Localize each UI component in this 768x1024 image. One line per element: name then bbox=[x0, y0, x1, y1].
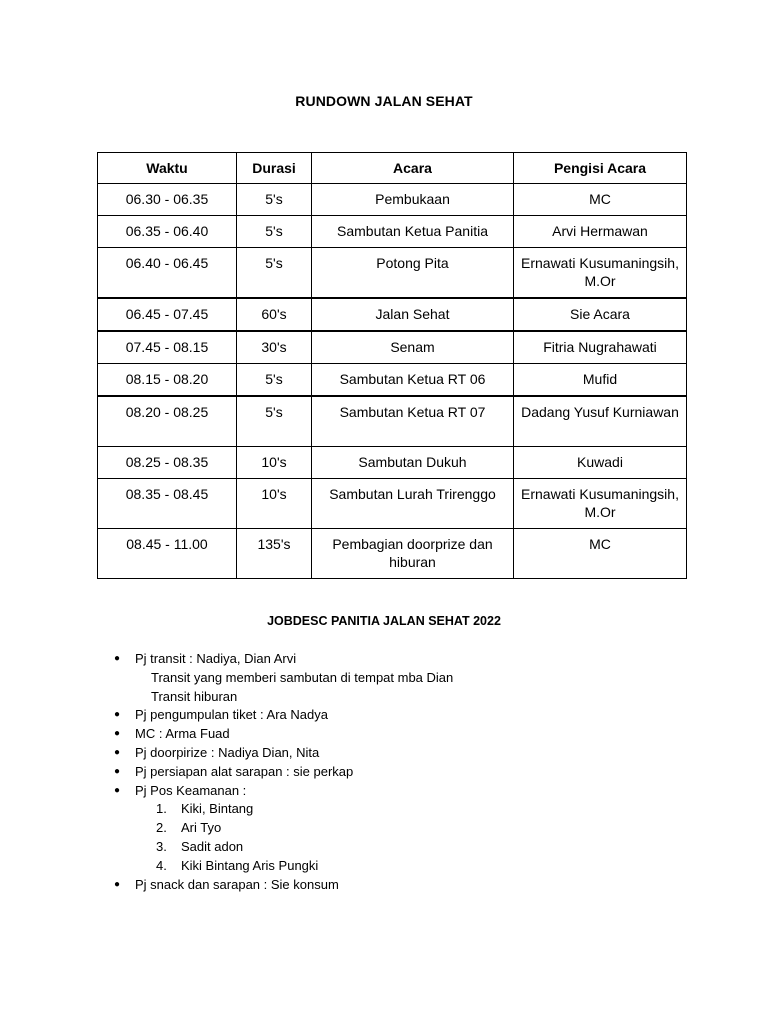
numbered-item-text: Kiki Bintang Aris Pungki bbox=[181, 857, 319, 873]
cell-pengisi: Arvi Hermawan bbox=[514, 216, 687, 248]
numbered-item-text: Sadit adon bbox=[181, 838, 244, 854]
cell-acara: Senam bbox=[312, 331, 514, 364]
cell-pengisi: Dadang Yusuf Kurniawan bbox=[514, 396, 687, 447]
cell-durasi: 60's bbox=[237, 298, 312, 331]
list-subitem: Transit hiburan bbox=[151, 688, 238, 704]
table-row bbox=[98, 248, 687, 299]
cell-waktu: 08.25 - 08.35 bbox=[98, 447, 237, 479]
cell-durasi: 5's bbox=[237, 364, 312, 397]
cell-waktu: 06.40 - 06.45 bbox=[98, 248, 237, 299]
cell-acara: Sambutan Lurah Trirenggo bbox=[312, 479, 514, 529]
list-item bbox=[114, 725, 453, 744]
table-row bbox=[98, 529, 687, 579]
cell-pengisi: Fitria Nugrahawati bbox=[514, 331, 687, 364]
bullet-icon: ● bbox=[114, 709, 121, 721]
bullet-icon: ● bbox=[114, 653, 121, 664]
list-item-text: MC : Arma Fuad bbox=[135, 726, 230, 742]
list-item bbox=[114, 763, 453, 782]
cell-pengisi: MC bbox=[514, 529, 687, 579]
table-row bbox=[98, 479, 687, 529]
cell-acara: Pembukaan bbox=[312, 184, 514, 216]
table-row bbox=[98, 298, 687, 331]
table-row bbox=[98, 364, 687, 397]
list-item bbox=[114, 650, 453, 669]
cell-durasi: 10's bbox=[237, 447, 312, 479]
cell-durasi: 5's bbox=[237, 248, 312, 299]
list-item-text: Pj doorpirize : Nadiya Dian, Nita bbox=[135, 744, 320, 760]
number-marker: 4. bbox=[156, 857, 167, 873]
bullet-icon: ● bbox=[114, 765, 121, 777]
bullet-icon: ● bbox=[114, 746, 121, 758]
cell-acara: Sambutan Ketua Panitia bbox=[312, 216, 514, 248]
cell-acara: Sambutan Ketua RT 06 bbox=[312, 364, 514, 397]
cell-durasi: 5's bbox=[237, 184, 312, 216]
list-item bbox=[114, 706, 453, 725]
cell-waktu: 08.35 - 08.45 bbox=[98, 479, 237, 529]
numbered-item bbox=[156, 819, 453, 838]
numbered-item-text: Kiki, Bintang bbox=[181, 801, 254, 817]
list-item bbox=[114, 782, 453, 801]
cell-waktu: 08.15 - 08.20 bbox=[98, 364, 237, 397]
cell-acara: Jalan Sehat bbox=[312, 298, 514, 331]
number-marker: 2. bbox=[156, 820, 167, 836]
list-item-text: Pj snack dan sarapan : Sie konsum bbox=[135, 876, 339, 892]
list-item-text: Pj Pos Keamanan : bbox=[135, 782, 247, 798]
cell-waktu: 08.45 - 11.00 bbox=[98, 529, 237, 579]
table-row bbox=[98, 216, 687, 248]
bullet-icon: ● bbox=[114, 728, 121, 740]
numbered-item bbox=[156, 800, 453, 819]
table-row bbox=[98, 331, 687, 364]
table-row bbox=[98, 396, 687, 447]
cell-acara: Sambutan Ketua RT 07 bbox=[312, 396, 514, 447]
cell-waktu: 06.30 - 06.35 bbox=[98, 184, 237, 216]
cell-pengisi: Mufid bbox=[514, 364, 687, 397]
number-marker: 1. bbox=[156, 801, 167, 817]
cell-waktu: 06.45 - 07.45 bbox=[98, 298, 237, 331]
list-item-text: Pj persiapan alat sarapan : sie perkap bbox=[135, 763, 354, 779]
number-marker: 3. bbox=[156, 838, 167, 854]
list-subitem: Transit yang memberi sambutan di tempat mba Dian bbox=[151, 669, 454, 685]
list-item-text: Pj pengumpulan tiket : Ara Nadya bbox=[135, 707, 328, 723]
bullet-icon: ● bbox=[114, 784, 121, 796]
header-acara: Acara bbox=[312, 153, 514, 184]
cell-durasi: 10's bbox=[237, 479, 312, 529]
table-row bbox=[98, 184, 687, 216]
jobdesc-list bbox=[114, 650, 453, 894]
cell-pengisi: Ernawati Kusumaningsih, M.Or bbox=[514, 479, 687, 529]
rundown-title: RUNDOWN JALAN SEHAT bbox=[295, 93, 473, 109]
cell-waktu: 08.20 - 08.25 bbox=[98, 396, 237, 447]
cell-pengisi: MC bbox=[514, 184, 687, 216]
cell-durasi: 5's bbox=[237, 396, 312, 447]
header-durasi: Durasi bbox=[237, 153, 312, 184]
cell-pengisi: Ernawati Kusumaningsih, M.Or bbox=[514, 248, 687, 299]
cell-acara: Sambutan Dukuh bbox=[312, 447, 514, 479]
cell-durasi: 30's bbox=[237, 331, 312, 364]
jobdesc-title: JOBDESC PANITIA JALAN SEHAT 2022 bbox=[267, 614, 501, 628]
header-waktu: Waktu bbox=[98, 153, 237, 184]
cell-acara: Pembagian doorprize dan hiburan bbox=[312, 529, 514, 579]
numbered-item-text: Ari Tyo bbox=[181, 820, 222, 836]
list-item-text: Pj transit : Nadiya, Dian Arvi bbox=[135, 651, 297, 666]
table-row bbox=[98, 447, 687, 479]
numbered-item bbox=[156, 838, 453, 857]
cell-waktu: 06.35 - 06.40 bbox=[98, 216, 237, 248]
cell-durasi: 135's bbox=[237, 529, 312, 579]
cell-acara: Potong Pita bbox=[312, 248, 514, 299]
list-item bbox=[114, 876, 453, 895]
numbered-item bbox=[156, 857, 453, 876]
cell-pengisi: Sie Acara bbox=[514, 298, 687, 331]
list-item bbox=[114, 744, 453, 763]
bullet-icon: ● bbox=[114, 878, 121, 890]
table-header-row bbox=[98, 153, 687, 184]
cell-pengisi: Kuwadi bbox=[514, 447, 687, 479]
cell-waktu: 07.45 - 08.15 bbox=[98, 331, 237, 364]
rundown-table bbox=[97, 152, 687, 579]
cell-durasi: 5's bbox=[237, 216, 312, 248]
header-pengisi-acara: Pengisi Acara bbox=[514, 153, 687, 184]
